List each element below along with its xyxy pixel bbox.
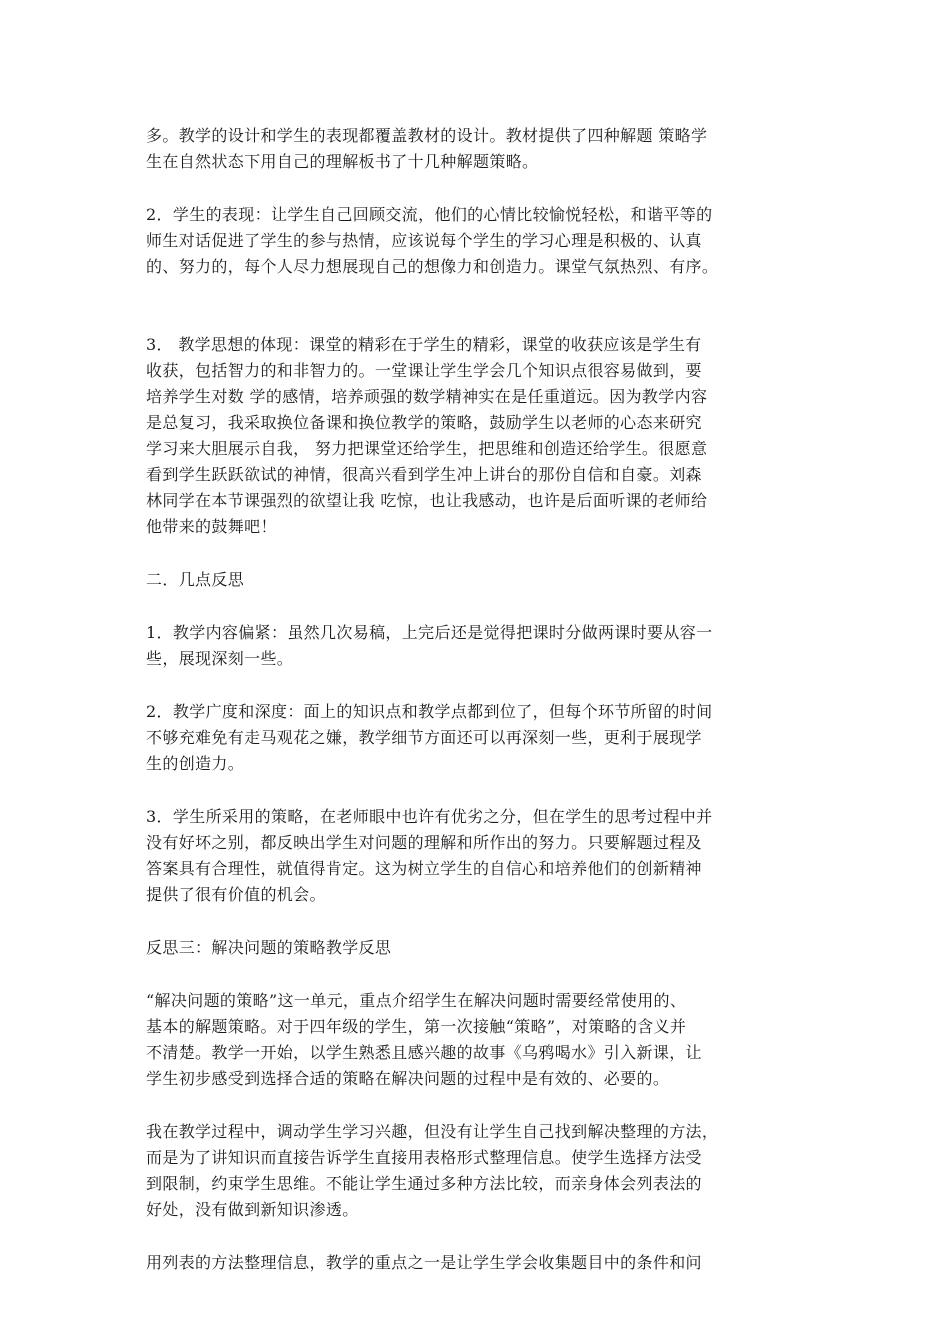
text-line: 2．学生的表现：让学生自己回顾交流，他们的心情比较愉悦轻松，和谐平等的: [146, 205, 713, 224]
paragraph-strategy-unit: [146, 988, 808, 1092]
text-line: 我在教学过程中，调动学生学习兴趣，但没有让学生自己找到解决整理的方法，: [146, 1122, 719, 1141]
text-line: 生的创造力。: [146, 754, 245, 773]
text-line: 学生初步感受到选择合适的策略在解决问题的过程中是有效的、必要的。: [146, 1069, 670, 1088]
text-line: 生在自然状态下用自己的理解板书了十几种解题策略。: [146, 152, 539, 171]
text-line: 1．教学内容偏紧：虽然几次易稿，上完后还是觉得把课时分做两课时要从容一: [146, 623, 713, 642]
paragraph-teaching-philosophy: [146, 332, 808, 540]
section-heading: 反思三：解决问题的策略教学反思: [146, 938, 392, 957]
text-line: 提供了很有价值的机会。: [146, 885, 326, 904]
text-line: 不够充难免有走马观花之嫌，教学细节方面还可以再深刻一些，更利于展现学: [146, 728, 702, 747]
text-line: 不清楚。教学一开始，以学生熟悉且感兴趣的故事《乌鸦喝水》引入新课，让: [146, 1043, 702, 1062]
text-line: 好处，没有做到新知识渗透。: [146, 1200, 359, 1219]
text-line: 3． 教学思想的体现：课堂的精彩在于学生的精彩，课堂的收获应该是学生有: [146, 335, 702, 354]
text-line: 没有好坏之别，都反映出学生对问题的理解和所作出的努力。只要解题过程及: [146, 833, 702, 852]
text-line: 师生对话促进了学生的参与热情，应该说每个学生的学习心理是积极的、认真: [146, 231, 702, 250]
text-line: 2．教学广度和深度：面上的知识点和教学点都到位了，但每个环节所留的时间: [146, 702, 713, 721]
text-line: 他带来的鼓舞吧！: [146, 517, 277, 536]
text-line: 的、努力的，每个人尽力想展现自己的想像力和创造力。课堂气氛热烈、有序。: [146, 257, 719, 276]
text-line: 答案具有合理性，就值得肯定。这为树立学生的自信心和培养他们的创新精神: [146, 859, 702, 878]
text-line: 是总复习，我采取换位备课和换位教学的策略，鼓励学生以老师的心态来研究: [146, 413, 702, 432]
text-line: “解决问题的策略”这一单元，重点介绍学生在解决问题时需要经常使用的、: [146, 991, 687, 1010]
text-line: 学习来大胆展示自我， 努力把课堂还给学生，把思维和创造还给学生。很愿意: [146, 439, 708, 458]
text-line: 而是为了讲知识而直接告诉学生直接用表格形式整理信息。使学生选择方法受: [146, 1148, 702, 1167]
section-heading-reflection-three: [146, 935, 808, 961]
text-line: 用列表的方法整理信息，教学的重点之一是让学生学会收集题目中的条件和问: [146, 1253, 702, 1272]
paragraph-reflection-3: [146, 804, 808, 908]
paragraph-student-performance: [146, 202, 808, 280]
paragraph-design-continuation: [146, 123, 808, 175]
text-line: 收获，包括智力的和非智力的。一堂课让学生学会几个知识点很容易做到，要: [146, 361, 702, 380]
paragraph-teaching-process: [146, 1119, 808, 1223]
text-line: 多。教学的设计和学生的表现都覆盖教材的设计。教材提供了四种解题 策略学: [146, 126, 708, 145]
text-line: 3．学生所采用的策略，在老师眼中也许有优劣之分，但在学生的思考过程中并: [146, 807, 713, 826]
text-line: 到限制，约束学生思维。不能让学生通过多种方法比较，而亲身体会列表法的: [146, 1174, 702, 1193]
paragraph-reflection-2: [146, 699, 808, 777]
text-line: 培养学生对数 学的感情，培养顽强的数学精神实在是任重道远。因为教学内容: [146, 387, 708, 406]
paragraph-table-method: [146, 1250, 808, 1276]
section-heading: 二．几点反思: [146, 570, 245, 589]
section-heading-reflections: [146, 567, 808, 593]
text-line: 些，展现深刻一些。: [146, 649, 294, 668]
text-line: 林同学在本节课强烈的欲望让我 吃惊，也让我感动，也许是后面听课的老师给: [146, 491, 708, 510]
document-page: [146, 123, 808, 1276]
text-line: 看到学生跃跃欲试的神情，很高兴看到学生冲上讲台的那份自信和自豪。刘森: [146, 465, 702, 484]
text-line: 基本的解题策略。对于四年级的学生，第一次接触“策略”，对策略的含义并: [146, 1017, 687, 1036]
paragraph-reflection-1: [146, 620, 808, 672]
